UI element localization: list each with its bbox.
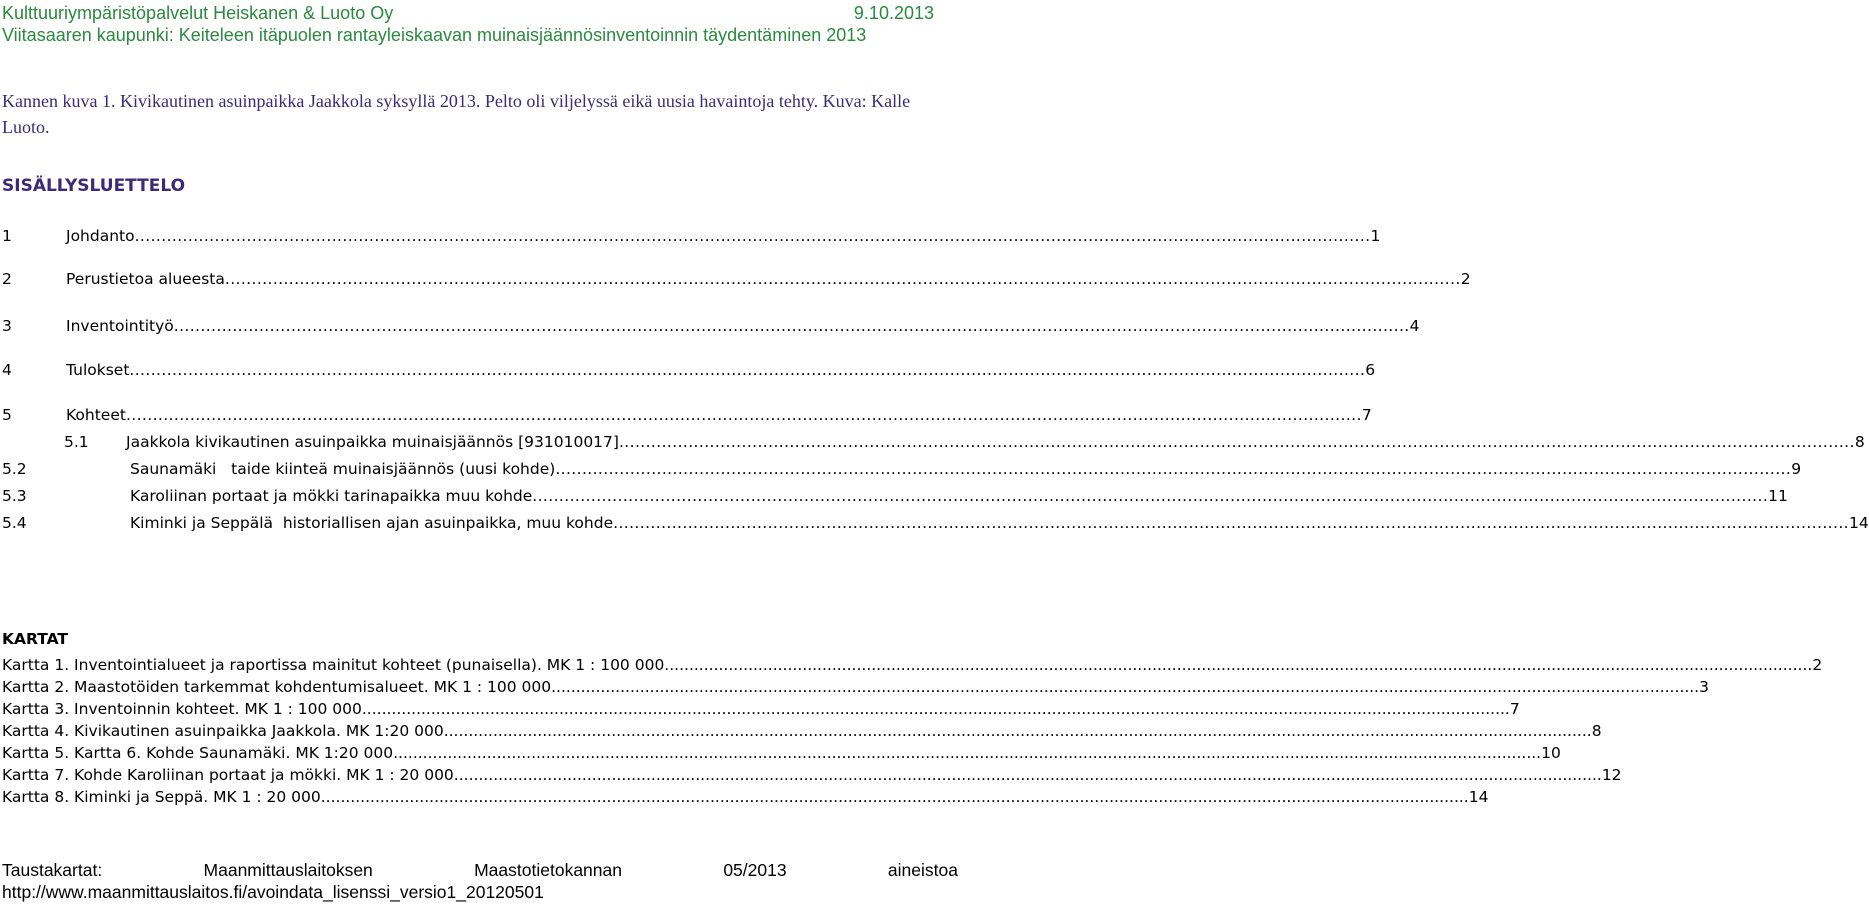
map-entry-page: 12 [1601,766,1622,784]
map-leader-dots [449,722,1592,740]
toc-entry-title: Kohteet [66,406,126,424]
toc-entry-title: Saunamäki taide kiinteä muinaisjäännös (uusi kohde) [130,460,556,478]
map-entry-title: Kartta 7. Kohde Karoliinan portaat ja mökki. MK 1 : 20 000. [2,766,459,784]
company-name: Kulttuuriympäristöpalvelut Heiskanen & Luoto Oy [2,3,394,23]
toc-entry-title: Perustietoa alueesta [66,270,225,288]
toc-entry-title: Tulokset [66,361,130,379]
toc-entry-page: 7 [1361,406,1372,424]
toc-entry-page: 8 [1854,433,1865,451]
toc-entry-page: 6 [1365,361,1376,379]
toc-leader-dots [135,226,1371,246]
toc-leader-dots [532,486,1768,506]
toc-entry[interactable] [2,486,1788,506]
map-entry-page: 7 [1509,700,1520,718]
map-entry-page: 3 [1699,678,1709,696]
toc-title: SISÄLLYSLUETTELO [2,176,186,196]
toc-entry-page: 4 [1409,317,1420,335]
map-entry-title: Kartta 5. Kartta 6. Kohde Saunamäki. MK 1:20 000. [2,744,399,762]
toc-entry-number: 5 [2,406,12,424]
map-entry[interactable] [2,766,1622,786]
cover-caption: Kannen kuva 1. Kivikautinen asuinpaikka Jaakkola syksyllä 2013. Pelto oli viljelyssä eikä uusia havaintoja tehty. Kuva: Kalle Luoto. [2,91,911,137]
toc-entry-page: 2 [1460,270,1471,288]
toc-entry-number: 5.2 [2,460,27,478]
toc-entry-number: 5.1 [64,433,89,451]
toc-entry-title: Jaakkola kivikautinen asuinpaikka muinaisjäännös [931010017] [126,433,619,451]
toc-entry[interactable] [2,360,1376,380]
map-entry-title: Kartta 8. Kiminki ja Seppä. MK 1 : 20 000. [2,788,326,806]
map-entry-page: 10 [1541,744,1561,762]
document-subtitle: Viitasaaren kaupunki: Keiteleen itäpuolen rantayleiskaavan muinaisjäännösinventoinnin täydentäminen 2013 [2,25,867,45]
toc-entry-number: 1 [2,227,12,245]
toc-entry-number: 3 [2,317,12,335]
footer-word: aineistoa [887,860,958,880]
map-entry[interactable] [2,744,1561,764]
toc-entry-page: 1 [1370,227,1381,245]
map-entry[interactable] [2,788,1489,808]
map-entry-title: Kartta 2. Maastotöiden tarkemmat kohdentumisalueet. MK 1 : 100 000. [2,678,557,696]
map-leader-dots [556,678,1699,696]
toc-entry-number: 5.4 [2,514,27,532]
toc-entry-number: 5.3 [2,487,27,505]
toc-entry-page: 14 [1849,514,1869,532]
toc-entry-page: 9 [1791,460,1802,478]
map-entry[interactable] [2,700,1520,720]
maps-title: KARTAT [2,630,68,648]
footer-word: 05/2013 [723,860,787,880]
map-entry-title: Kartta 3. Inventoinnin kohteet. MK 1 : 100 000. [2,700,367,718]
map-entry[interactable] [2,656,1823,676]
toc-entry-page: 11 [1768,487,1788,505]
toc-leader-dots [129,360,1365,380]
map-entry-title: Kartta 1. Inventointialueet ja raportissa mainitut kohteet (punaisella). MK 1 : 100 000. [2,656,670,674]
map-leader-dots [669,656,1812,674]
toc-entry-number: 4 [2,361,12,379]
map-leader-dots [459,766,1602,784]
toc-leader-dots [555,459,1791,479]
toc-entry[interactable] [2,226,1381,246]
toc-entry[interactable] [2,432,1865,452]
toc-entry-number: 2 [2,270,12,288]
toc-entry[interactable] [2,513,1869,533]
footer-word: Taustakartat: [2,860,103,880]
footer-license-link[interactable]: http://www.maanmittauslaitos.fi/avoindata_lisenssi_versio1_20120501 [2,882,544,902]
map-entry-title: Kartta 4. Kivikautinen asuinpaikka Jaakkola. MK 1:20 000. [2,722,449,740]
toc-entry-title: Kiminki ja Seppälä historiallisen ajan asuinpaikka, muu kohde [130,514,614,532]
toc-entry-title: Johdanto [66,227,135,245]
toc-entry[interactable] [2,269,1471,289]
footer-word: Maanmittauslaitoksen [203,860,373,880]
toc-entry-title: Karoliinan portaat ja mökki tarinapaikka muu kohde [130,487,533,505]
map-leader-dots [367,700,1510,718]
toc-entry[interactable] [2,405,1372,425]
map-entry[interactable] [2,722,1602,742]
map-entry[interactable] [2,678,1709,698]
toc-entry-title: Inventointityö [66,317,174,335]
toc-leader-dots [225,269,1461,289]
document-date: 9.10.2013 [853,3,934,23]
map-leader-dots [398,744,1541,762]
toc-leader-dots [174,316,1410,336]
toc-leader-dots [613,513,1849,533]
map-entry-page: 14 [1468,788,1489,806]
map-entry-page: 2 [1812,656,1823,674]
map-leader-dots [326,788,1469,806]
toc-leader-dots [619,432,1855,452]
footer-credits [2,860,958,881]
toc-leader-dots [126,405,1362,425]
toc-entry[interactable] [2,316,1420,336]
footer-word: Maastotietokannan [474,860,622,880]
toc-entry[interactable] [2,459,1802,479]
map-entry-page: 8 [1591,722,1602,740]
